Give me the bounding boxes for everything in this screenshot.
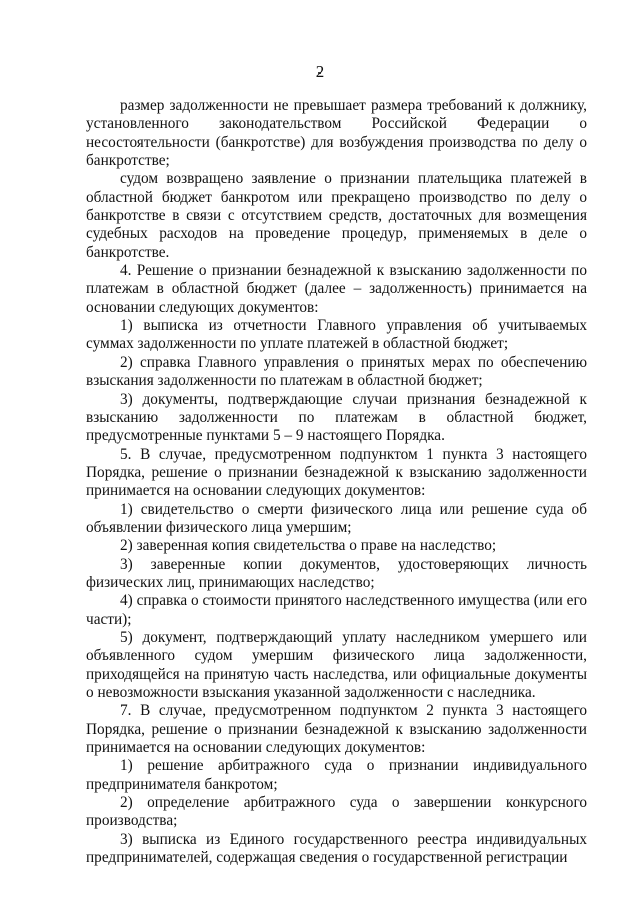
paragraph: 5. В случае, предусмотренном подпунктом 1 пункта 3 настоящего Порядка, решение о признании безнадежной к взысканию задолженности принимается на основании следующих документов:	[86, 445, 587, 500]
paragraph: 2) заверенная копия свидетельства о праве на наследство;	[120, 537, 497, 555]
paragraph: 1) выписка из отчетности Главного управления об учитываемых суммах задолженности по уплате платежей в областной бюджет;	[86, 317, 587, 353]
paragraph: 5) документ, подтверждающий уплату наследником умершего или объявленного судом умершим физического лица задолженности, приходящейся на принятую часть наследства, или официальные документы о невозможности взыскания указанной задолженности с наследника.	[86, 628, 587, 701]
paragraph: 4) справка о стоимости принятого наследственного имущества (или его части);	[86, 592, 587, 628]
page-number: 2	[315, 62, 325, 81]
paragraph: 3) документы, подтверждающие случаи признания безнадежной к взысканию задолженности по платежам в областной бюджет, предусмотренные пунктами 5 – 9 настоящего Порядка.	[86, 390, 587, 445]
paragraph: судом возвращено заявление о признании плательщика платежей в областной бюджет банкротом или прекращено производство по делу о банкротстве в связи с отсутствием средств, достаточных для возмещения судебных расходов на проведение процедур, применяемых в деле о банкротстве.	[86, 170, 587, 261]
paragraph: 7. В случае, предусмотренном подпунктом 2 пункта 3 настоящего Порядка, решение о признании безнадежной к взысканию задолженности принимается на основании следующих документов:	[86, 702, 587, 757]
document-body	[86, 97, 587, 867]
paragraph: 1) свидетельство о смерти физического лица или решение суда об объявлении физического лица умершим;	[86, 500, 587, 536]
paragraph: 2) определение арбитражного суда о завершении конкурсного производства;	[86, 794, 587, 830]
paragraph: размер задолженности не превышает размера требований к должнику, установленного законодательством Российской Федерации о несостоятельности (банкротстве) для возбуждения производства по делу о банкротстве;	[86, 97, 587, 170]
paragraph: 3) выписка из Единого государственного реестра индивидуальных предпринимателей, содержащая сведения о государственной регистрации	[86, 830, 587, 867]
paragraph: 3) заверенные копии документов, удостоверяющих личность физических лиц, принимающих наследство;	[86, 555, 587, 591]
paragraph: 2) справка Главного управления о принятых мерах по обеспечению взыскания задолженности по платежам в областной бюджет;	[86, 353, 587, 390]
paragraph: 4. Решение о признании безнадежной к взысканию задолженности по платежам в областной бюджет (далее – задолженность) принимается на основании следующих документов:	[86, 262, 587, 316]
paragraph: 1) решение арбитражного суда о признании индивидуального предпринимателя банкротом;	[86, 757, 587, 793]
